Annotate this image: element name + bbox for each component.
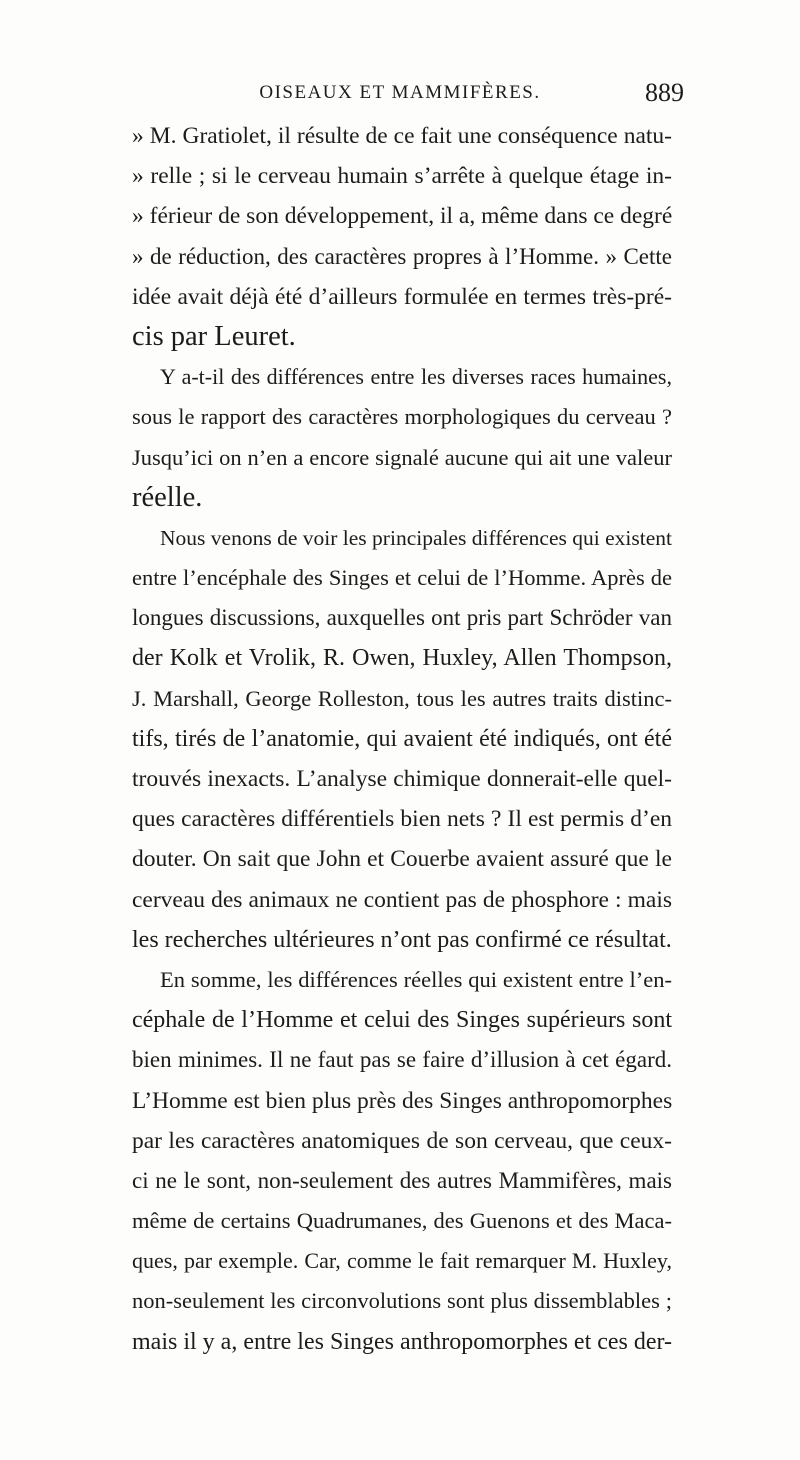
text-line: même de certains Quadrumanes, des Guenons et des Maca-	[132, 1208, 672, 1234]
text-line: J. Marshall, George Rolleston, tous les autres traits distinc-	[132, 685, 672, 711]
text-line: L’Homme est bien plus près des Singes anthropomorphes	[132, 1087, 672, 1114]
running-head: OISEAUX ET MAMMIFÈRES.	[259, 82, 541, 103]
text-line: » de réduction, des caractères propres à l’Homme. » Cette	[132, 243, 672, 269]
text-line: Jusqu’ici on n’en a encore signalé aucune qui ait une valeur	[132, 444, 672, 470]
text-line: » relle ; si le cerveau humain s’arrête à quelque étage in-	[132, 163, 672, 190]
text-line: douter. On sait que John et Couerbe avaient assuré que le	[132, 846, 672, 873]
text-line: » férieur de son développement, il a, même dans ce degré	[132, 203, 672, 230]
text-line: cerveau des animaux ne contient pas de phosphore : mais	[132, 886, 672, 913]
text-line: ques caractères différentiels bien nets ? Il est permis d’en	[132, 806, 672, 833]
page-header	[140, 78, 684, 112]
text-line: cis par Leuret.	[132, 320, 296, 352]
text-line: bien minimes. Il ne faut pas se faire d’illusion à cet égard.	[132, 1047, 672, 1073]
text-line: tifs, tirés de l’anatomie, qui avaient été indiqués, ont été	[132, 725, 672, 752]
text-line: entre l’encéphale des Singes et celui de l’Homme. Après de	[132, 565, 672, 591]
body-text	[132, 116, 672, 1362]
text-line: réelle.	[132, 481, 203, 513]
text-line: longues discussions, auxquelles ont pris part Schröder van	[132, 605, 672, 631]
text-line: par les caractères anatomiques de son cerveau, que ceux-	[132, 1127, 672, 1154]
text-line: Nous venons de voir les principales différences qui existent	[160, 525, 672, 550]
page-number: 889	[645, 78, 684, 107]
text-line: céphale de l’Homme et celui des Singes supérieurs sont	[132, 1007, 672, 1034]
text-line: non-seulement les circonvolutions sont plus dissemblables ;	[132, 1288, 672, 1314]
text-line: En somme, les différences réelles qui existent entre l’en-	[160, 966, 672, 992]
text-line: sous le rapport des caractères morphologiques du cerveau ?	[132, 404, 672, 430]
text-line: ques, par exemple. Car, comme le fait remarquer M. Huxley,	[132, 1248, 672, 1274]
text-line: les recherches ultérieures n’ont pas confirmé ce résultat.	[132, 926, 672, 953]
text-line: idée avait déjà été d’ailleurs formulée en termes très-pré-	[132, 283, 672, 310]
text-line: Y a-t-il des différences entre les diverses races humaines,	[160, 364, 672, 390]
text-line: » M. Gratiolet, il résulte de ce fait une conséquence natu-	[132, 123, 672, 149]
text-line: der Kolk et Vrolik, R. Owen, Huxley, Allen Thompson,	[132, 645, 672, 672]
text-line: ci ne le sont, non-seulement des autres Mammifères, mais	[132, 1167, 672, 1193]
text-line: trouvés inexacts. L’analyse chimique donnerait-elle quel-	[132, 766, 672, 792]
text-line: mais il y a, entre les Singes anthropomorphes et ces der-	[132, 1328, 672, 1355]
